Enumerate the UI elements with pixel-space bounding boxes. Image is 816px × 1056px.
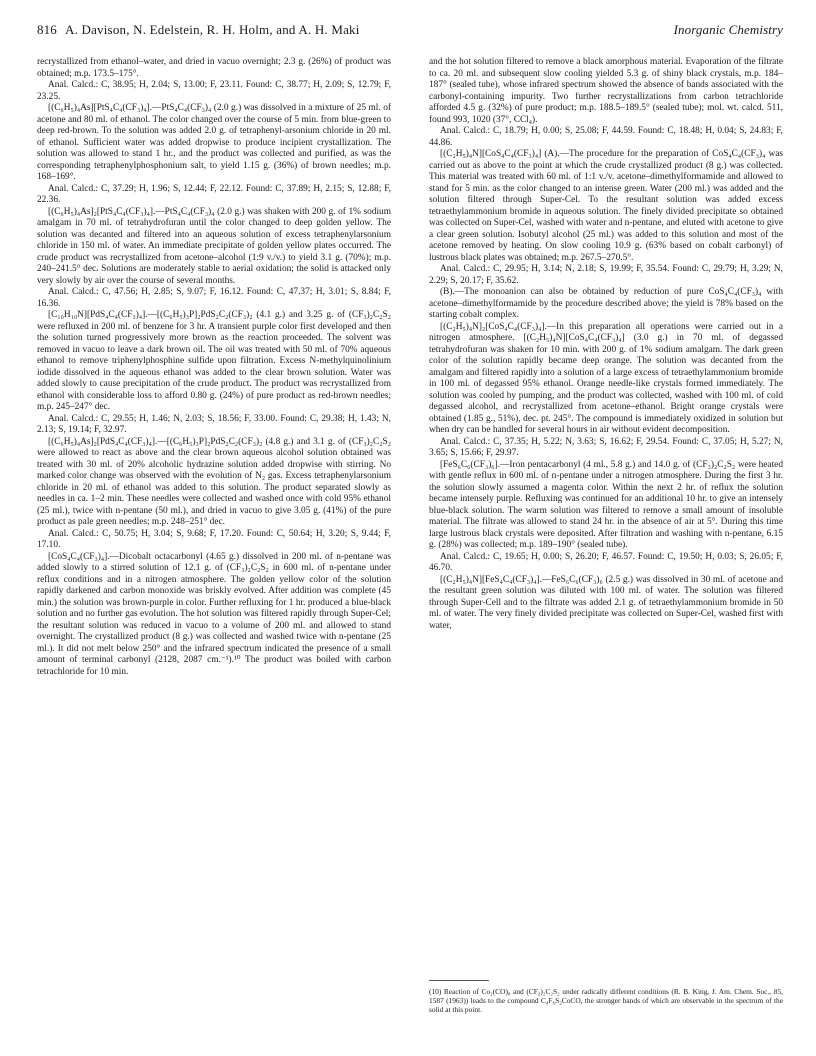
paragraph: Anal. Calcd.: C, 29.95; H, 3.14; N, 2.18; S, 19.99; F, 35.54. Found: C, 29.79; H, 3.29; N, 2.29; S, 20.17; F, 35.62. bbox=[429, 264, 783, 286]
paragraph: recrystallized from ethanol–water, and dried in vacuo overnight; 2.3 g. (26%) of product was obtained; m.p. 173.5–175°. bbox=[37, 57, 391, 79]
paragraph: [(C₂H₅)₄N][CoS₄C₄(CF₃)₄] (A).—The procedure for the preparation of CoS₄C₄(CF₃)₄ was carried out as above to the point at which the crude crystallized product (8 g.) was collected. This material was treated with 60 ml. of 1:1 v./v. acetone–dimethylformamide and allowed to stand for 5 min. as the color changed to an intense green. Water (200 ml.) was added and the solution filtered through Super-Cel. To the resultant solution was added excess tetraethylammonium bromide in aqueous solution. The finely divided precipitate so obtained was collected on Super-Cel, washed with water and n-pentane, and eluted with acetone to give a clear green solution. Isobutyl alcohol (25 ml.) was added to this solution and most of the acetone removed by heating. On slow cooling 10.9 g. (63% based on cobalt carbonyl) of lustrous black plates was obtained; m.p. 267.5–270.5°. bbox=[429, 149, 783, 263]
paragraph: [(C₆H₅)₄As][PtS₄C₄(CF₃)₄].—PtS₄C₄(CF₃)₄ (2.0 g.) was dissolved in a mixture of 25 ml. of acetone and 80 ml. of ethanol. The color changed over the course of 5 min. from blue-green to deep red-brown. To the solution was added 2.0 g. of tetraphenyl-arsonium chloride in 20 ml. of ethanol. Sufficient water was added dropwise to produce incipient crystallization. The solution was allowed to stand 1 hr., and the product was collected and purified, as was the corresponding tetraphenylphosphonium salt, to yield 1.15 g. (36%) of brown needles; m.p. 168–169°. bbox=[37, 103, 391, 182]
paragraph: Anal. Calcd.: C, 37.29; H, 1.96; S, 12.44; F, 22.12. Found: C, 37.89; H, 2.15; S, 12.88; F, 22.36. bbox=[37, 183, 391, 205]
paragraph: [C₁₀H₁₀N][PdS₄C₄(CF₃)₄].—[(C₆H₅)₃P]₂PdS₂C₂(CF₃)₂ (4.1 g.) and 3.25 g. of (CF₃)₂C₂S₂ were refluxed in 200 ml. of benzene for 3 hr. A transient purple color first developed and then the solution turned progressively more brown as the reaction proceeded. The solvent was removed in vacuo to leave a dark brown oil. The oil was treated with 50 ml. of 70% aqueous ethanol to remove triphenylphosphine sulfide upon filtration. Excess N-methylquinolinium iodide dissolved in the aqueous ethanol was added to the clear brown solution. Water was added slowly to cause precipitation of the crude product. The product was recrystallized from ethanol with considerable loss to afford 0.80 g. (24%) of pure product as red-brown needles; m.p. 245–247° dec. bbox=[37, 310, 391, 412]
paragraph: and the hot solution filtered to remove a black amorphous material. Evaporation of the filtrate to ca. 20 ml. and subsequent slow cooling yielded 5.3 g. of shiny black crystals, m.p. 184–187° (sealed tube), whose infrared spectrum showed the absence of bands associated with the carbonyl-containing impurity. Two further recrystallizations from carbon tetrachloride afforded 4.5 g. (32%) of pure product; m.p. 188.5–189.5° (sealed tube); mol. wt. calcd. 511, found 993, 1020 (37°, CCl₄). bbox=[429, 57, 783, 125]
running-header bbox=[37, 22, 783, 46]
paragraph: Anal. Calcd.: C, 47.56; H, 2.85; S, 9.07; F, 16.12. Found: C, 47.37; H, 3.01; S, 8.84; F, 16.36. bbox=[37, 287, 391, 309]
running-authors: A. Davison, N. Edelstein, R. H. Holm, and A. H. Maki bbox=[65, 22, 360, 37]
paragraph: [(C₂H₅)₄N][FeS₄C₄(CF₃)₄].—FeS₆C₆(CF₃)₆ (2.5 g.) was dissolved in 30 ml. of acetone and the resultant green solution was diluted with 100 ml. of water. The solution was filtered through Super-Cell and to the filtrate was added 2.1 g. of tetraethylammonium bromide in 50 ml. of water. The very finely divided precipitate was collected on Super-Cel, washed first with water, bbox=[429, 574, 783, 631]
paragraph: [FeS₆C₆(CF₃)₆].—Iron pentacarbonyl (4 ml., 5.8 g.) and 14.0 g. of (CF₃)₂C₂S₂ were heated with gentle reflux in 600 ml. of n-pentane under a nitrogen atmosphere. During the first 3 hr. the solution slowly assumed a magenta color. Within the next 2 hr. of reflux the solution became intensely purple. Refluxing was continued for an additional 10 hr. to give an intensely blue-black solution. The warm solution was filtered to remove a small amount of insoluble material. The filtrate was allowed to stand 24 hr. in the absence of air at 5°. During this time large lustrous black crystals were deposited. After filtration and washing with n-pentane, 6.15 g. (28%) was collected; m.p. 189–190° (sealed tube). bbox=[429, 459, 783, 550]
paragraph: [(C₆H₅)₄As]₂[PdS₄C₄(CF₃)₄].—[(C₆H₅)₃P]₂PdS₂C₂(CF₃)₂ (4.8 g.) and 3.1 g. of (CF₃)₂C₂S₂ were allowed to react as above and the clear brown aqueous alcohol solution obtained was treated with 30 ml. of 20% alcoholic hydrazine solution added dropwise with stirring. No marked color change was observed with the evolution of N₂ gas. Excess tetraphenylarsonium chloride in 20 ml. of ethanol was added to this solution. The product separated slowly as needles in ca. 1–2 min. These needles were collected and washed once with cold 95% ethanol (25 ml.), twice with n-pentane (50 ml.), and dried in vacuo to give 3.05 g. (41%) of the pure product as pale green needles; m.p. 248–251° dec. bbox=[37, 436, 391, 527]
page-number: 816 bbox=[37, 22, 57, 37]
paragraph: [CoS₄C₄(CF₃)₄].—Dicobalt octacarbonyl (4.65 g.) dissolved in 200 ml. of n-pentane was added slowly to a stirred solution of 12.1 g. of (CF₃)₂C₂S₂ in 600 ml. of n-pentane under reflux conditions and in a nitrogen atmosphere. The golden yellow color of the solution rapidly darkened and carbon monoxide was briskly evolved. After addition was complete (45 min.) the solution was brown-purple in color. Further refluxing for 1 hr. produced a blue-black solution and no further gas evolution. The hot solution was filtered rapidly through Super-Cel; the resultant solution was reduced in vacuo to a volume of 200 ml. and allowed to stand overnight. The crystallized product (8 g.) was collected and washed twice with n-pentane (25 ml.). It did not melt below 250° and the infrared spectrum indicated the presence of a small amount of terminal carbonyl (2128, 2087 cm.⁻¹).¹⁰ The product was boiled with carbon tetrachloride for 10 min. bbox=[37, 551, 391, 677]
footnote-10: (10) Reaction of Co₂(CO)₈ and (CF₃)₂C₂S₂ under radically different conditions (R. B. King, J. Am. Chem. Soc., 85, 1587 (1963)) leads to the compound C₄F₆S₂CoCO, the stronger bands of which are observable in the spectrum of the solid at this point. bbox=[429, 987, 783, 1015]
paragraph: Anal. Calcd.: C, 29.55; H, 1.46; N, 2.03; S, 18.56; F, 33.00. Found: C, 29.38; H, 1.43; N, 2.13; S, 19.14; F, 32.97. bbox=[37, 413, 391, 435]
paragraph: Anal. Calcd.: C, 19.65; H, 0.00; S, 26.20; F, 46.57. Found: C, 19.50; H, 0.03; S, 26.05; F, 46.70. bbox=[429, 551, 783, 573]
paragraph: Anal. Calcd.: C, 38.95; H, 2.04; S, 13.00; F, 23.11. Found: C, 38.77; H, 2.09; S, 12.79; F, 23.25. bbox=[37, 80, 391, 102]
footnote-rule bbox=[429, 980, 489, 981]
paragraph: Anal. Calcd.: C, 37.35; H, 5.22; N, 3.63; S, 16.62; F, 29.54. Found: C, 37.05; H, 5.27; N, 3.65; S, 15.66; F, 29.97. bbox=[429, 436, 783, 458]
right-column bbox=[429, 57, 783, 632]
paragraph: [(C₆H₅)₄As]₂[PtS₄C₄(CF₃)₄].—PtS₄C₄(CF₃)₄ (2.0 g.) was shaken with 200 g. of 1% sodium amalgam in 70 ml. of tetrahydrofuran until the color changed to deep golden yellow. The solution was decanted and filtered into an aqueous solution of excess tetraphenylarsonium chloride in 150 ml. of water. An immediate precipitate of golden yellow plates occurred. The crude product was recrystallized from acetone–alcohol (1:9 v./v.) to yield 3.1 g. (70%); m.p. 240–241.5° dec. Solutions are moderately stable to aerial oxidation; the solid is attacked only very slowly by air over the course of several months. bbox=[37, 206, 391, 286]
paragraph: [(C₂H₅)₄N]₂[CoS₄C₄(CF₃)₄].—In this preparation all operations were carried out in a nitrogen atmosphere. [(C₂H₅)₄N][CoS₄C₄(CF₃)₄] (3.0 g.) in 70 ml. of degassed tetrahydrofuran was shaken for 10 min. with 200 g. of 1% sodium amalgam. The dark green color of the solution rapidly became deep orange. The solution was decanted from the amalgam and filtered rapidly into a solution of a large excess of tetraethylammonium bromide in 100 ml. of degassed 95% ethanol. Orange needle-like crystals formed immediately. The solution was cooled by pumping, and the product was collected, washed with 100 ml. of cold degassed alcohol, and recrystallized from acetone–ethanol. Bright orange crystals were obtained (1.85 g., 51%), dec. pt. 245°. The compound is immediately oxidized in solution but when dry can be handled for several hours in air without evident decomposition. bbox=[429, 321, 783, 435]
left-column bbox=[37, 57, 391, 678]
paragraph: (B).—The monoanion can also be obtained by reduction of pure CoS₄C₄(CF₃)₄ with acetone–dimethylformamide by the procedure described above; the yield is 78% based on the starting cobalt complex. bbox=[429, 287, 783, 320]
paragraph: Anal. Calcd.: C, 50.75; H, 3.04; S, 9.68; F, 17.20. Found: C, 50.64; H, 3.20; S, 9.44; F, 17.10. bbox=[37, 528, 391, 550]
journal-title: Inorganic Chemistry bbox=[673, 22, 783, 37]
paragraph: Anal. Calcd.: C, 18.79; H, 0.00; S, 25.08; F, 44.59. Found: C, 18.48; H, 0.04; S, 24.83; F, 44.86. bbox=[429, 126, 783, 148]
